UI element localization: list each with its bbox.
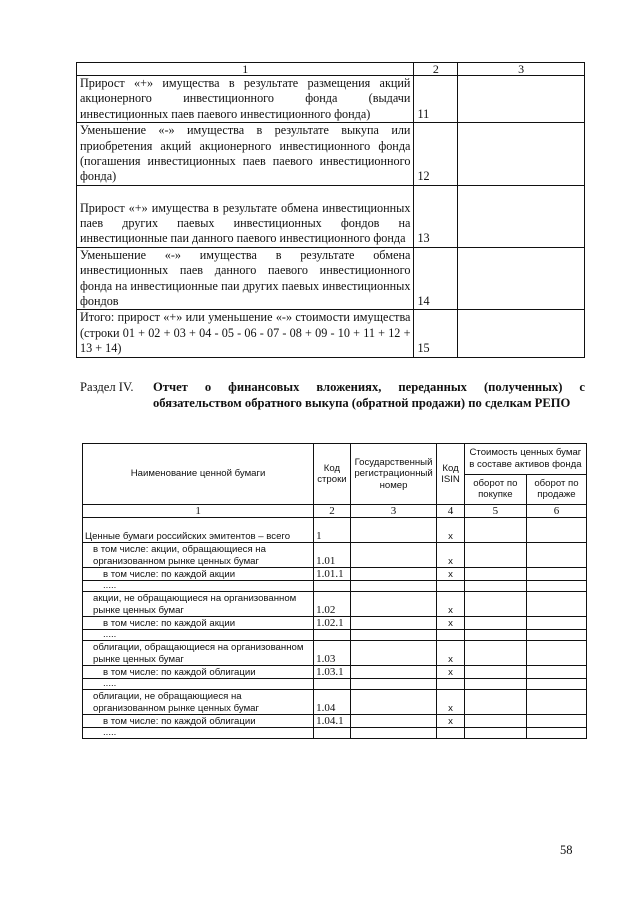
income-table — [76, 62, 585, 358]
ellipsis-row: ..... — [83, 581, 314, 592]
sell-cell — [526, 679, 586, 690]
table-header-row — [83, 444, 587, 475]
table-row — [77, 310, 585, 357]
buy-cell — [464, 641, 526, 666]
row-code: 1 — [314, 518, 351, 543]
security-name: акции, не обращающиеся на организованном рынке ценных бумаг — [83, 592, 314, 617]
buy-cell — [464, 728, 526, 739]
row-code: 14 — [414, 247, 458, 310]
buy-cell — [464, 715, 526, 728]
sell-cell — [526, 592, 586, 617]
row-code — [314, 728, 351, 739]
sell-cell — [526, 666, 586, 679]
sell-cell — [526, 641, 586, 666]
section-title: Отчет о финансовых вложениях, переданных (полученных) с обязательством обратного выкупа (обратной продажи) по сделкам РЕПО — [153, 380, 585, 410]
isin-cell — [437, 679, 464, 690]
isin-cell: x — [437, 715, 464, 728]
column-number: 2 — [414, 63, 458, 76]
buy-cell — [464, 617, 526, 630]
isin-cell: x — [437, 617, 464, 630]
row-code — [314, 679, 351, 690]
security-name: облигации, обращающиеся на организованном рынке ценных бумаг — [83, 641, 314, 666]
buy-cell — [464, 568, 526, 581]
column-number: 3 — [458, 63, 585, 76]
regnum-cell — [350, 666, 437, 679]
row-value — [458, 76, 585, 123]
row-code: 15 — [414, 310, 458, 357]
table-row — [77, 76, 585, 123]
row-code — [314, 630, 351, 641]
header-code: Код строки — [314, 444, 351, 505]
regnum-cell — [350, 690, 437, 715]
regnum-cell — [350, 617, 437, 630]
column-numbers-row — [83, 505, 587, 518]
regnum-cell — [350, 679, 437, 690]
column-number: 1 — [77, 63, 414, 76]
repo-table — [82, 443, 587, 739]
regnum-cell — [350, 641, 437, 666]
row-code: 1.04 — [314, 690, 351, 715]
column-number: 2 — [314, 505, 351, 518]
table-row — [83, 690, 587, 715]
ellipsis-row: ..... — [83, 728, 314, 739]
header-isin: Код ISIN — [437, 444, 464, 505]
isin-cell — [437, 630, 464, 641]
buy-cell — [464, 679, 526, 690]
sell-cell — [526, 617, 586, 630]
row-description: Уменьшение «-» имущества в результате выкупа или приобретения акций акционерного инвестиционного фонда (погашения инвестиционных паев паевого инвестиционного фонда) — [77, 123, 414, 186]
table-row — [77, 185, 585, 247]
regnum-cell — [350, 581, 437, 592]
regnum-cell — [350, 518, 437, 543]
ellipsis-row: ..... — [83, 679, 314, 690]
security-name: в том числе: акции, обращающиеся на организованном рынке ценных бумаг — [83, 543, 314, 568]
security-name: облигации, не обращающиеся на организованном рынке ценных бумаг — [83, 690, 314, 715]
row-code: 1.02 — [314, 592, 351, 617]
table-row — [83, 679, 587, 690]
security-name: в том числе: по каждой облигации — [83, 666, 314, 679]
isin-cell: x — [437, 518, 464, 543]
row-description: Прирост «+» имущества в результате обмена инвестиционных паев других паевых инвестиционных фондов на инвестиционные паи данного паевого инвестиционного фонда — [77, 185, 414, 247]
security-name: в том числе: по каждой облигации — [83, 715, 314, 728]
header-security-name: Наименование ценной бумаги — [83, 444, 314, 505]
table-row — [83, 581, 587, 592]
row-value — [458, 310, 585, 357]
sell-cell — [526, 543, 586, 568]
buy-cell — [464, 690, 526, 715]
column-number: 1 — [83, 505, 314, 518]
security-name: в том числе: по каждой акции — [83, 568, 314, 581]
buy-cell — [464, 543, 526, 568]
row-code: 1.01.1 — [314, 568, 351, 581]
column-number: 5 — [464, 505, 526, 518]
isin-cell — [437, 581, 464, 592]
isin-cell: x — [437, 690, 464, 715]
buy-cell — [464, 581, 526, 592]
security-name: Ценные бумаги российских эмитентов – всего — [83, 518, 314, 543]
page-number: 58 — [560, 843, 573, 857]
table-row — [83, 568, 587, 581]
row-code: 1.03 — [314, 641, 351, 666]
table-row — [83, 617, 587, 630]
sell-cell — [526, 568, 586, 581]
buy-cell — [464, 518, 526, 543]
isin-cell: x — [437, 666, 464, 679]
header-regnum: Государственный регистрационный номер — [350, 444, 437, 505]
section-label: Раздел IV. — [80, 380, 134, 394]
table-row — [83, 518, 587, 543]
isin-cell: x — [437, 568, 464, 581]
table-row — [83, 592, 587, 617]
sell-cell — [526, 690, 586, 715]
ellipsis-row: ..... — [83, 630, 314, 641]
header-sell-turnover: оборот по продаже — [526, 474, 586, 505]
buy-cell — [464, 630, 526, 641]
sell-cell — [526, 518, 586, 543]
isin-cell: x — [437, 641, 464, 666]
row-code: 1.02.1 — [314, 617, 351, 630]
table-row — [83, 641, 587, 666]
header-asset-value: Стоимость ценных бумаг в составе активов фонда — [464, 444, 586, 475]
row-code: 1.04.1 — [314, 715, 351, 728]
row-description: Прирост «+» имущества в результате размещения акций акционерного инвестиционного фонда (выдачи инвестиционных паев паевого инвестиционного фонда) — [77, 76, 414, 123]
regnum-cell — [350, 715, 437, 728]
row-code: 12 — [414, 123, 458, 186]
regnum-cell — [350, 592, 437, 617]
security-name: в том числе: по каждой акции — [83, 617, 314, 630]
buy-cell — [464, 592, 526, 617]
sell-cell — [526, 581, 586, 592]
row-description: Итого: прирост «+» или уменьшение «-» стоимости имущества (строки 01 + 02 + 03 + 04 - 05 - 06 - 07 - 08 + 09 - 10 + 11 + 12 + 13 + 14) — [77, 310, 414, 357]
table-row — [83, 715, 587, 728]
sell-cell — [526, 715, 586, 728]
regnum-cell — [350, 543, 437, 568]
isin-cell: x — [437, 543, 464, 568]
column-number: 4 — [437, 505, 464, 518]
sell-cell — [526, 630, 586, 641]
header-buy-turnover: оборот по покупке — [464, 474, 526, 505]
table-header-row — [77, 63, 585, 76]
regnum-cell — [350, 728, 437, 739]
column-number: 6 — [526, 505, 586, 518]
table-row — [77, 123, 585, 186]
buy-cell — [464, 666, 526, 679]
table-row — [83, 728, 587, 739]
row-code: 13 — [414, 185, 458, 247]
row-code: 1.01 — [314, 543, 351, 568]
row-code — [314, 581, 351, 592]
regnum-cell — [350, 568, 437, 581]
table-row — [83, 666, 587, 679]
row-code: 11 — [414, 76, 458, 123]
row-value — [458, 123, 585, 186]
table-row — [83, 630, 587, 641]
sell-cell — [526, 728, 586, 739]
row-code: 1.03.1 — [314, 666, 351, 679]
regnum-cell — [350, 630, 437, 641]
table-row — [77, 247, 585, 310]
isin-cell: x — [437, 592, 464, 617]
column-number: 3 — [350, 505, 437, 518]
row-value — [458, 247, 585, 310]
row-description: Уменьшение «-» имущества в результате обмена инвестиционных паев данного паевого инвестиционного фонда на инвестиционные паи других паевых инвестиционных фондов — [77, 247, 414, 310]
row-value — [458, 185, 585, 247]
isin-cell — [437, 728, 464, 739]
table-row — [83, 543, 587, 568]
